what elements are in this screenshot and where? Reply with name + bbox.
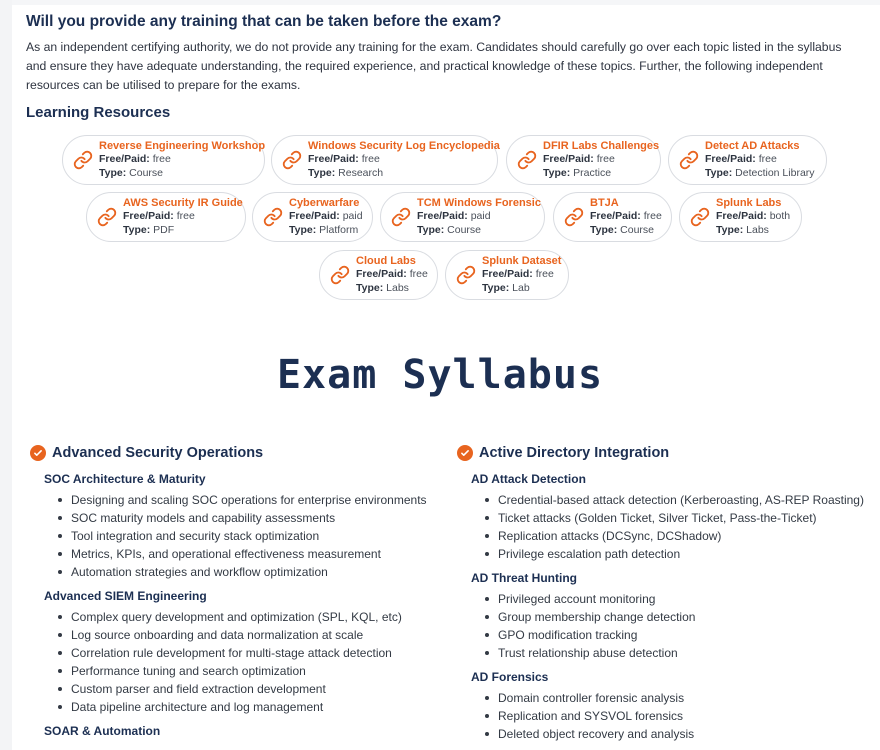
resource-type	[356, 282, 428, 296]
resource-free-paid	[289, 210, 363, 224]
section-header	[30, 442, 427, 464]
list-item: Performance tuning and search optimization	[56, 662, 427, 680]
free-paid-label: Free/Paid:	[590, 210, 641, 223]
resource-info	[705, 140, 815, 181]
resource-chip[interactable]	[271, 135, 498, 185]
free-paid-label: Free/Paid:	[308, 153, 359, 166]
resource-chip[interactable]	[668, 135, 827, 185]
resource-name: Cyberwarfare	[289, 196, 360, 209]
list-item: Replication attacks (DCSync, DCShadow)	[483, 527, 864, 545]
resource-type	[123, 224, 243, 238]
free-paid-value: free	[596, 153, 615, 166]
resource-chip[interactable]	[679, 192, 802, 242]
list-item: Privileged account monitoring	[483, 590, 864, 608]
type-label: Type:	[123, 223, 151, 236]
list-item: Automation strategies and workflow optimization	[56, 563, 427, 581]
resource-chip[interactable]	[380, 192, 545, 242]
topic-list	[483, 689, 864, 743]
topic-title: AD Threat Hunting	[471, 571, 577, 585]
type-value: Research	[338, 166, 384, 179]
resource-info	[590, 197, 662, 238]
topic-title: SOC Architecture & Maturity	[44, 472, 206, 486]
top-strip	[0, 0, 880, 5]
topic-list	[483, 491, 864, 563]
resource-info	[356, 255, 428, 296]
list-item: Domain controller forensic analysis	[483, 689, 864, 707]
list-item: Complex query development and optimization (SPL, KQL, etc)	[56, 608, 427, 626]
type-value: Detection Library	[735, 166, 815, 179]
list-item: Designing and scaling SOC operations for enterprise environments	[56, 491, 427, 509]
free-paid-value: free	[361, 153, 380, 166]
free-paid-value: free	[643, 210, 662, 223]
resource-free-paid	[356, 268, 428, 282]
resource-info	[99, 140, 265, 181]
list-item: Credential-based attack detection (Kerberoasting, AS-REP Roasting)	[483, 491, 864, 509]
link-icon	[690, 207, 710, 227]
type-value: Platform	[319, 223, 359, 236]
resource-type	[590, 224, 662, 238]
list-item: GPO modification tracking	[483, 626, 864, 644]
link-icon	[564, 207, 584, 227]
list-item: Replication and SYSVOL forensics	[483, 707, 864, 725]
type-label: Type:	[590, 223, 618, 236]
resource-name: BTJA	[590, 196, 619, 209]
resource-chip[interactable]	[445, 250, 569, 300]
link-icon	[391, 207, 411, 227]
resource-name: Splunk Dataset	[482, 254, 562, 267]
resource-chip[interactable]	[319, 250, 438, 300]
link-icon	[330, 265, 350, 285]
resource-info	[123, 197, 243, 238]
resource-free-paid	[123, 210, 243, 224]
topic-list	[56, 491, 427, 581]
type-value: Course	[447, 223, 482, 236]
resource-free-paid	[308, 153, 500, 167]
free-paid-value: paid	[342, 210, 363, 223]
resource-free-paid	[590, 210, 662, 224]
resource-free-paid	[716, 210, 790, 224]
link-icon	[679, 150, 699, 170]
faq-question: Will you provide any training that can be taken before the exam?	[26, 13, 502, 30]
resource-type	[705, 167, 815, 181]
resource-chip[interactable]	[553, 192, 672, 242]
resource-type	[716, 224, 790, 238]
list-item: SOC maturity models and capability assessments	[56, 509, 427, 527]
link-icon	[73, 150, 93, 170]
link-icon	[517, 150, 537, 170]
list-item: Group membership change detection	[483, 608, 864, 626]
syllabus-column-left	[30, 442, 427, 739]
link-icon	[97, 207, 117, 227]
list-item: Ticket attacks (Golden Ticket, Silver Ticket, Pass-the-Ticket)	[483, 509, 864, 527]
resource-chip[interactable]	[252, 192, 373, 242]
list-item: Log source onboarding and data normalization at scale	[56, 626, 427, 644]
check-circle-icon	[30, 445, 46, 461]
resource-type	[482, 282, 561, 296]
resource-type	[417, 224, 541, 238]
resource-type	[543, 167, 659, 181]
resource-name: DFIR Labs Challenges	[543, 139, 660, 152]
free-paid-value: free	[176, 210, 195, 223]
section-header	[457, 442, 864, 464]
resource-name: Windows Security Log Encyclopedia	[308, 139, 500, 152]
resource-chip[interactable]	[62, 135, 265, 185]
link-icon	[282, 150, 302, 170]
free-paid-label: Free/Paid:	[417, 210, 468, 223]
resource-name: TCM Windows Forensic	[417, 196, 541, 209]
link-icon	[456, 265, 476, 285]
type-value: Course	[129, 166, 164, 179]
list-item: Correlation rule development for multi-stage attack detection	[56, 644, 427, 662]
section-title: Advanced Security Operations	[52, 445, 264, 461]
topic-title: Advanced SIEM Engineering	[44, 589, 207, 603]
free-paid-label: Free/Paid:	[289, 210, 340, 223]
resource-free-paid	[99, 153, 265, 167]
resource-chip[interactable]	[86, 192, 246, 242]
learning-resources-title: Learning Resources	[26, 104, 171, 121]
resource-info	[417, 197, 541, 238]
list-item: Metrics, KPIs, and operational effectiveness measurement	[56, 545, 427, 563]
free-paid-label: Free/Paid:	[356, 268, 407, 281]
type-value: PDF	[153, 223, 175, 236]
resource-type	[99, 167, 265, 181]
type-label: Type:	[543, 166, 571, 179]
free-paid-label: Free/Paid:	[543, 153, 594, 166]
resource-type	[308, 167, 500, 181]
list-item: Deleted object recovery and analysis	[483, 725, 864, 743]
section-title: Active Directory Integration	[479, 445, 670, 461]
resource-chip[interactable]	[506, 135, 661, 185]
type-label: Type:	[289, 223, 317, 236]
resource-name: Detect AD Attacks	[705, 139, 800, 152]
resource-name: Cloud Labs	[356, 254, 416, 267]
type-label: Type:	[356, 281, 384, 294]
resource-name: AWS Security IR Guide	[123, 196, 243, 209]
type-value: Lab	[512, 281, 530, 294]
syllabus-column-right	[457, 442, 864, 743]
topic-list	[56, 608, 427, 716]
resource-name: Splunk Labs	[716, 196, 782, 209]
link-icon	[263, 207, 283, 227]
free-paid-value: both	[769, 210, 791, 223]
type-label: Type:	[482, 281, 510, 294]
free-paid-label: Free/Paid:	[716, 210, 767, 223]
faq-answer: As an independent certifying authority, we do not provide any training for the exam. Candidates should carefully go over each topic listed in the syllabus and ensure they have adequate understanding, the required experience, and practical knowledge of these topics. Further, the following independent resources can be utilised to prepare for the exams.	[26, 40, 842, 92]
list-item: Custom parser and field extraction development	[56, 680, 427, 698]
type-label: Type:	[716, 223, 744, 236]
topic-title: AD Attack Detection	[471, 472, 586, 486]
free-paid-label: Free/Paid:	[705, 153, 756, 166]
list-item: Data pipeline architecture and log management	[56, 698, 427, 716]
resource-free-paid	[543, 153, 659, 167]
free-paid-value: free	[758, 153, 777, 166]
type-value: Practice	[573, 166, 612, 179]
resource-info	[482, 255, 561, 296]
check-circle-icon	[457, 445, 473, 461]
resource-info	[716, 197, 790, 238]
topic-title: SOAR & Automation	[44, 724, 161, 738]
list-item: Tool integration and security stack optimization	[56, 527, 427, 545]
type-label: Type:	[308, 166, 336, 179]
free-paid-value: paid	[470, 210, 491, 223]
free-paid-label: Free/Paid:	[482, 268, 533, 281]
type-value: Labs	[746, 223, 769, 236]
free-paid-value: free	[535, 268, 554, 281]
resource-free-paid	[705, 153, 815, 167]
type-label: Type:	[705, 166, 733, 179]
resource-info	[308, 140, 500, 181]
type-value: Course	[620, 223, 655, 236]
resource-name: Reverse Engineering Workshop	[99, 139, 266, 152]
resource-info	[289, 197, 363, 238]
resource-free-paid	[482, 268, 561, 282]
free-paid-label: Free/Paid:	[123, 210, 174, 223]
free-paid-value: free	[152, 153, 171, 166]
topic-list	[483, 590, 864, 662]
free-paid-label: Free/Paid:	[99, 153, 150, 166]
type-label: Type:	[417, 223, 445, 236]
resource-info	[543, 140, 659, 181]
type-value: Labs	[386, 281, 409, 294]
list-item: Privilege escalation path detection	[483, 545, 864, 563]
list-item: Trust relationship abuse detection	[483, 644, 864, 662]
syllabus-title: Exam Syllabus	[276, 352, 604, 398]
free-paid-value: free	[409, 268, 428, 281]
type-label: Type:	[99, 166, 127, 179]
resource-type	[289, 224, 363, 238]
resource-free-paid	[417, 210, 541, 224]
topic-title: AD Forensics	[471, 670, 549, 684]
